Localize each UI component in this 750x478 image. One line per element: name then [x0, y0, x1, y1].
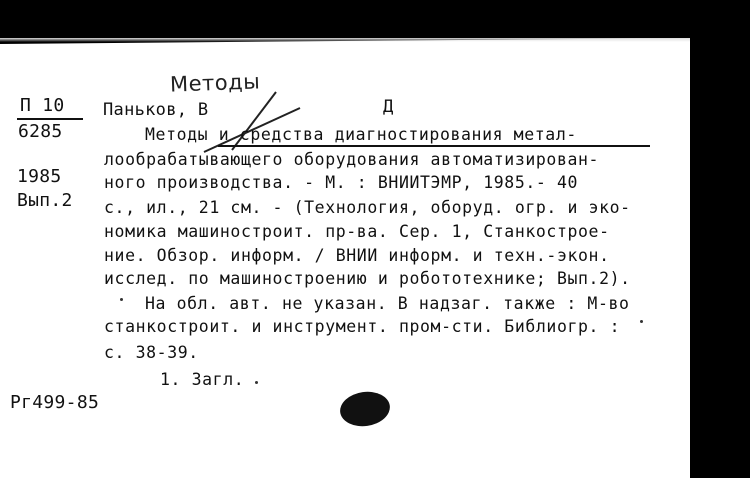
- shelf-mark-rule: [17, 118, 83, 120]
- body-line: Методы и средства диагностирования метал-: [145, 125, 577, 144]
- body-line: лообрабатывающего оборудования автоматизирован-: [104, 150, 600, 169]
- body-line: ние. Обзор. информ. / ВНИИ информ. и техн.-экон.: [104, 246, 610, 265]
- issue-label: Вып.2: [17, 190, 73, 211]
- title-underline: [218, 145, 650, 147]
- note-line: На обл. авт. не указан. В надзаг. также : М-во: [145, 294, 630, 313]
- speck: [640, 320, 643, 323]
- shelf-mark-bottom: 6285: [18, 121, 63, 142]
- note-line: с. 38-39.: [104, 343, 199, 362]
- speck: [120, 298, 123, 301]
- bottom-code: Рг499-85: [10, 392, 100, 413]
- letter-d: Д: [383, 97, 394, 117]
- speck: [255, 381, 258, 384]
- shelf-mark-top: П 10: [20, 95, 65, 116]
- tracing-line: 1. Загл.: [160, 370, 245, 389]
- body-line: с., ил., 21 см. - (Технология, оборуд. огр. и эко-: [104, 198, 631, 217]
- body-line: исслед. по машиностроению и робототехнике; Вып.2).: [104, 269, 631, 288]
- year-label: 1985: [17, 166, 62, 187]
- author-heading: Паньков, В: [103, 100, 209, 120]
- note-line: станкостроит. и инструмент. пром-сти. Библиогр. :: [104, 317, 621, 336]
- body-line: ного производства. - М. : ВНИИТЭМР, 1985.- 40: [104, 173, 579, 192]
- handwritten-note: Методы: [169, 69, 261, 97]
- body-line: номика машиностроит. пр-ва. Сер. 1, Станкостроe-: [104, 222, 610, 241]
